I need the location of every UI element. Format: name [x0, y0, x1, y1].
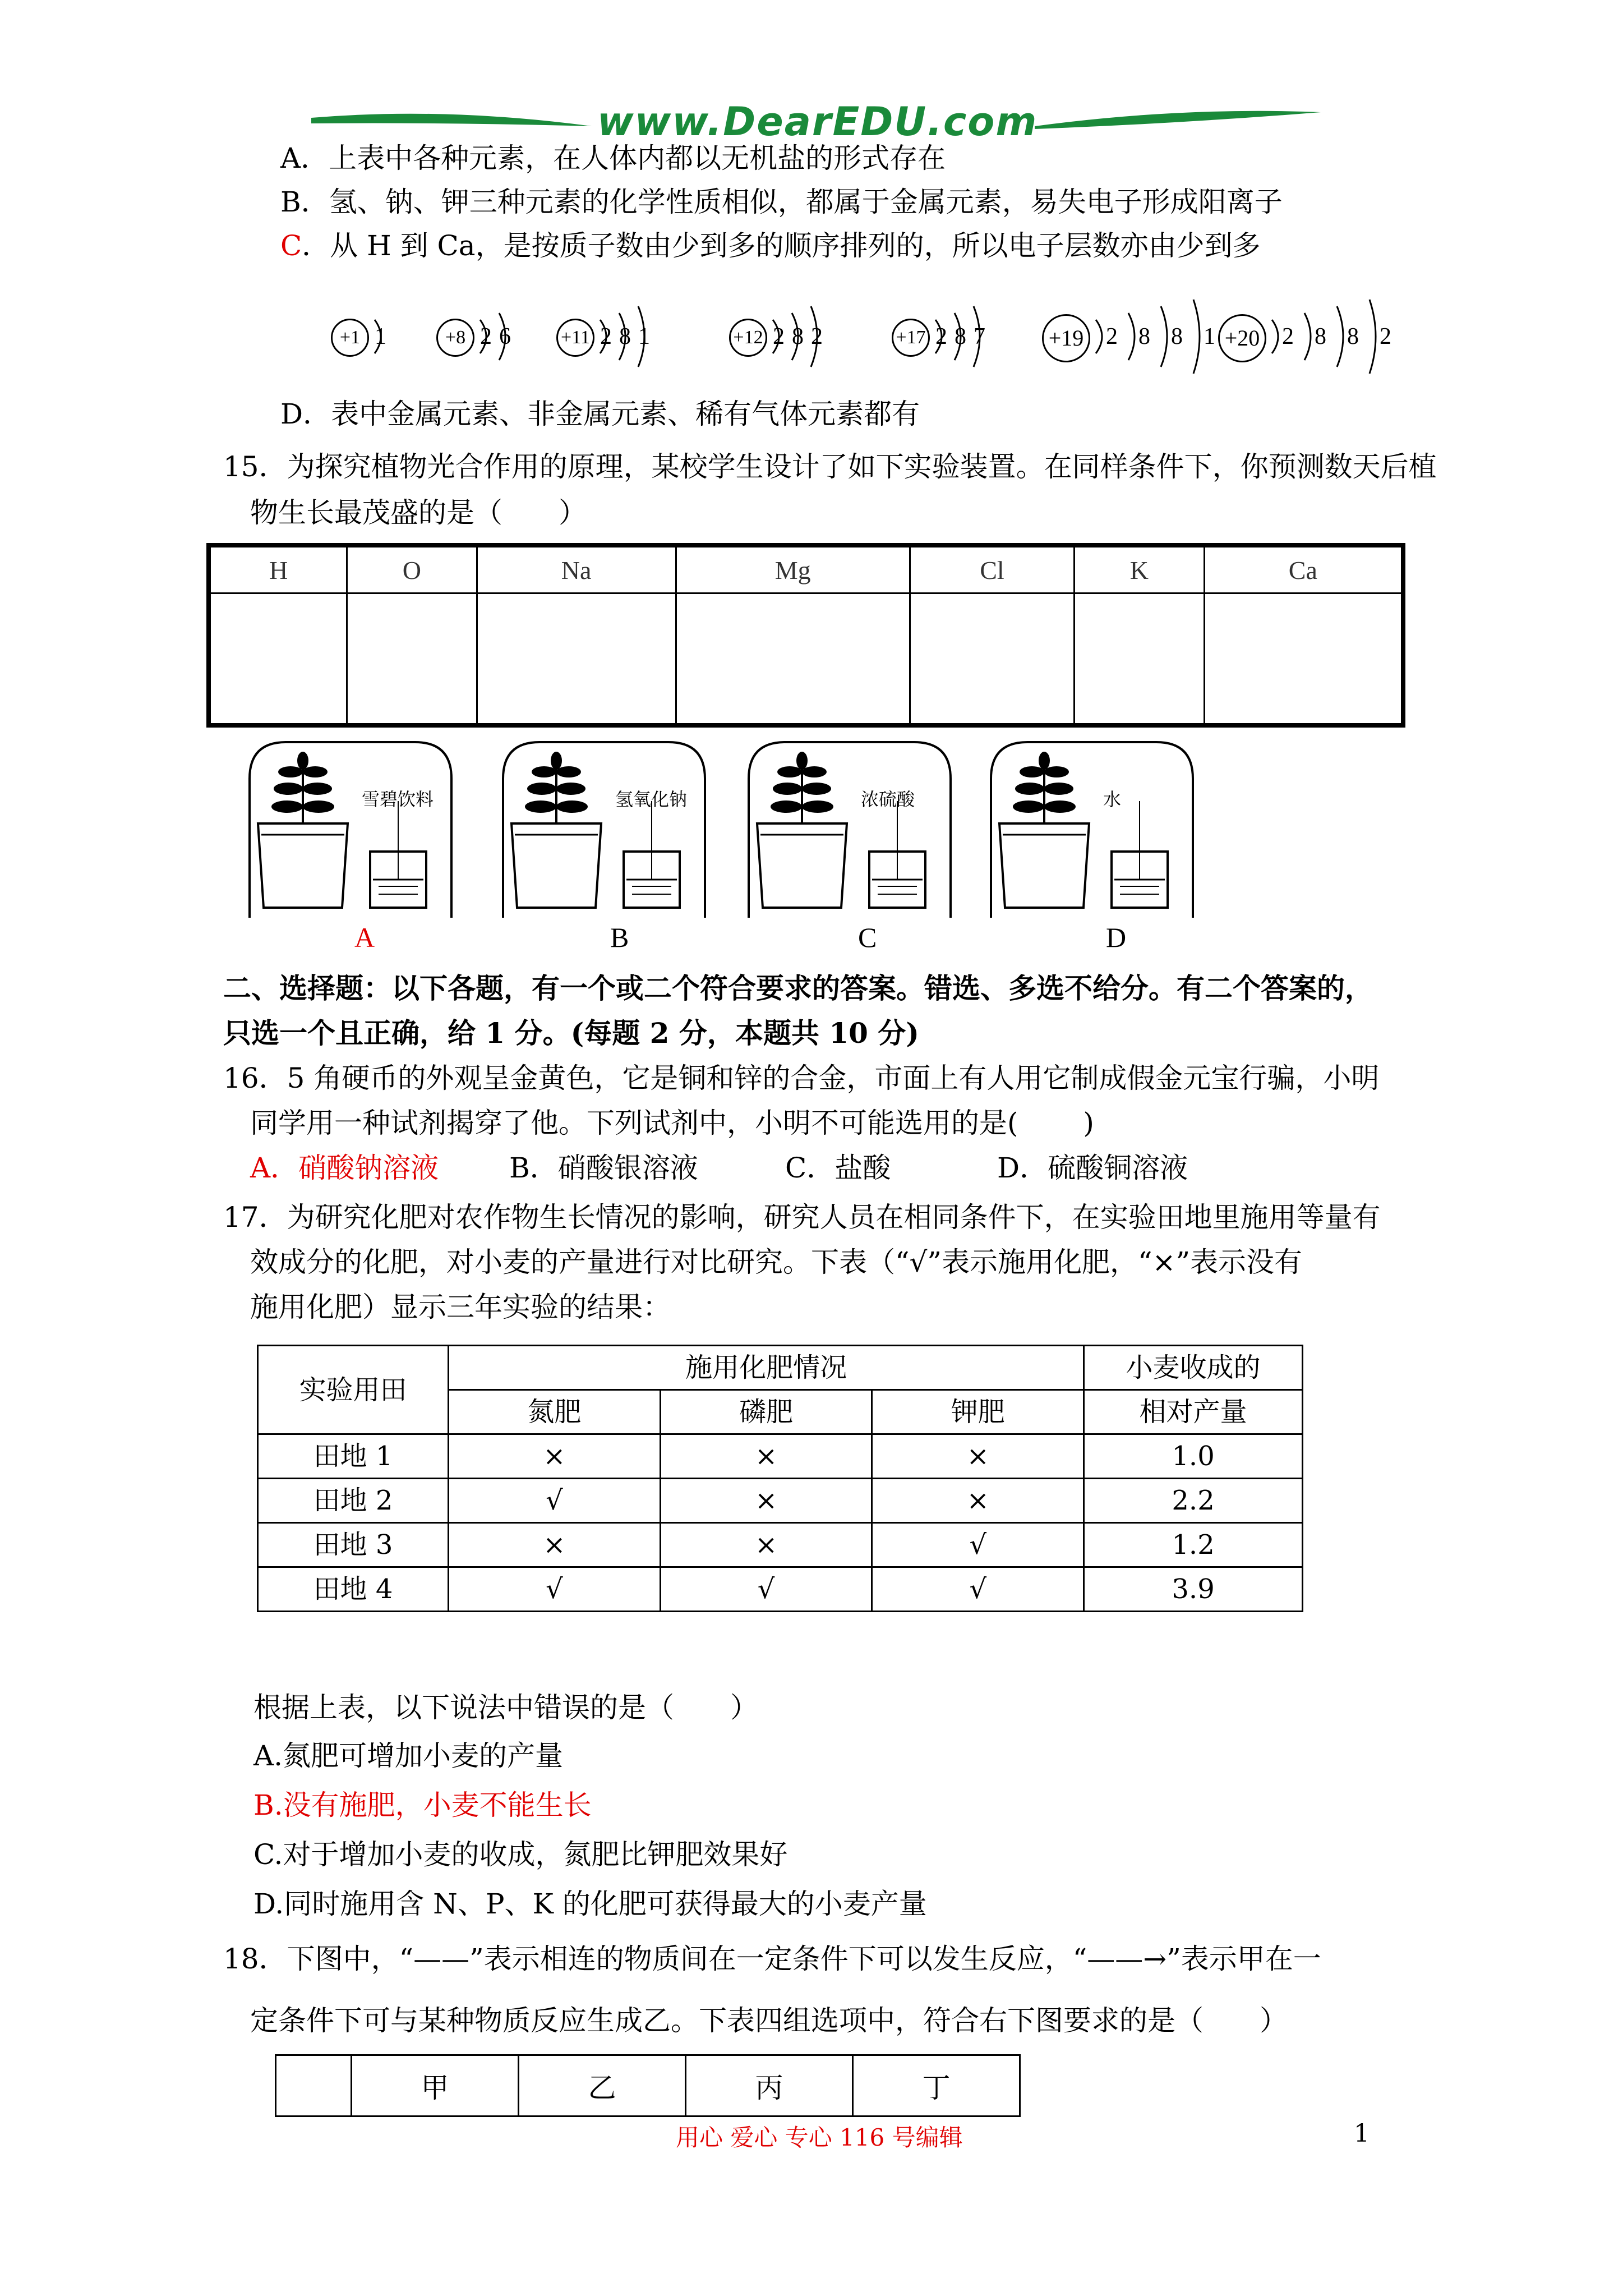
- empty-cell: [1075, 593, 1204, 726]
- electron-shell-arc: [974, 306, 980, 367]
- element-table-header-row: [209, 545, 1403, 593]
- bell-jar-apparatus-graphic: [746, 739, 953, 919]
- q17-stem-line1: 17．为研究化肥对农作物生长情况的影响，研究人员在相同条件下，在实验田地里施用等量有: [223, 1201, 1381, 1234]
- header-cell: [276, 2055, 352, 2116]
- liquid-label: 雪碧饮料: [362, 789, 434, 810]
- q17-stem-line3: 施用化肥）显示三年实验的结果：: [250, 1291, 671, 1323]
- empty-cell: [676, 593, 910, 726]
- electron-count: 8: [955, 324, 966, 349]
- experiment-setup: [247, 739, 454, 919]
- electron-shell-arc: [499, 313, 505, 360]
- setup-label-c: C: [858, 922, 877, 953]
- element-header: O: [347, 545, 477, 593]
- cell: 1.2: [1084, 1523, 1303, 1567]
- empty-cell: [347, 593, 477, 726]
- cell: √: [449, 1567, 661, 1612]
- header-cell: 丙: [686, 2055, 853, 2116]
- bell-jar-apparatus-graphic: [500, 739, 708, 919]
- table-row: [258, 1523, 1303, 1567]
- table-row: [258, 1479, 1303, 1523]
- element-header: Mg: [676, 545, 910, 593]
- section2-heading-line2: 只选一个且正确，给 1 分。(每题 2 分，本题共 10 分): [223, 1016, 919, 1050]
- q18-stem-line2: 定条件下可与某种物质反应生成乙。下表四组选项中，符合右下图要求的是（ ）: [250, 2004, 1288, 2037]
- electron-count: 2: [811, 324, 823, 349]
- electron-count: 1: [375, 324, 386, 349]
- setup-label-a: A: [354, 922, 375, 953]
- electron-shell-arc: [375, 320, 381, 353]
- liquid-label: 浓硫酸: [861, 789, 915, 810]
- electron-shell-arc: [1272, 320, 1278, 353]
- electron-count: 2: [1380, 324, 1391, 349]
- q18-stem-line1: 18．下图中，“——”表示相连的物质间在一定条件下可以发生反应，“——→”表示甲在一: [223, 1943, 1321, 1975]
- electron-shell-arc: [792, 313, 798, 360]
- electron-count: 8: [792, 324, 804, 349]
- q14-option-c: [280, 228, 1261, 264]
- header-field: 实验用田: [258, 1346, 449, 1434]
- electron-shell-arcs: [331, 303, 411, 370]
- electron-shell-arcs: [1218, 303, 1419, 370]
- header-cell: 甲: [352, 2055, 519, 2116]
- setup-label-b: B: [610, 922, 629, 953]
- cell: √: [449, 1479, 661, 1523]
- electron-shell-arc: [955, 313, 961, 360]
- site-logo-text: www.DearEDU.com: [597, 99, 1038, 145]
- q15-stem-line1: 15．为探究植物光合作用的原理，某校学生设计了如下实验装置。在同样条件下，你预测数天后植: [223, 450, 1437, 483]
- electron-shell-arcs: [556, 303, 674, 370]
- electron-count: 2: [600, 324, 612, 349]
- q16-stem-line2: 同学用一种试剂揭穿了他。下列试剂中，小明不可能选用的是( ): [250, 1107, 1094, 1139]
- element-header: H: [209, 545, 347, 593]
- q17-question: 根据上表，以下说法中错误的是（ ）: [253, 1691, 758, 1724]
- page-number: 1: [1354, 2119, 1370, 2148]
- element-header: Ca: [1204, 545, 1403, 593]
- cell: ×: [449, 1434, 661, 1479]
- electron-count: 8: [1315, 324, 1326, 349]
- electron-shell-arc: [773, 320, 779, 353]
- table-row: [258, 1567, 1303, 1612]
- element-table: [206, 543, 1405, 728]
- q14-answer-letter: C: [280, 229, 302, 262]
- atom-nucleus: +11: [556, 319, 594, 357]
- empty-cell: [477, 593, 676, 726]
- header-nitrogen: 氮肥: [449, 1390, 661, 1434]
- electron-count: 1: [638, 324, 650, 349]
- q17-option-a: A.氮肥可增加小麦的产量: [253, 1740, 564, 1772]
- liquid-label: 氢氧化钠: [615, 789, 688, 810]
- q17-option-c: C.对于增加小麦的收成，氮肥比钾肥效果好: [253, 1838, 788, 1871]
- cell: ×: [872, 1479, 1084, 1523]
- table-row: [258, 1434, 1303, 1479]
- electron-count: 8: [619, 324, 631, 349]
- electron-shell-arc: [1161, 306, 1167, 367]
- electron-shell-arcs: [892, 303, 1009, 370]
- electron-shell-arc: [480, 320, 486, 353]
- header-potassium: 钾肥: [872, 1390, 1084, 1434]
- electron-shell-arc: [619, 313, 625, 360]
- electron-shell-arc: [1370, 300, 1376, 374]
- electron-shell-arc: [1337, 306, 1343, 367]
- cell: 田地 4: [258, 1567, 449, 1612]
- electron-count: 8: [1171, 324, 1183, 349]
- element-header: Na: [477, 545, 676, 593]
- bell-jar-apparatus-graphic: [988, 739, 1196, 919]
- electron-shell-arcs: [729, 303, 847, 370]
- cell: 田地 2: [258, 1479, 449, 1523]
- electron-count: 2: [1106, 324, 1118, 349]
- electron-count: 7: [974, 324, 985, 349]
- element-header: K: [1075, 545, 1204, 593]
- electron-count: 2: [480, 324, 492, 349]
- cell: ×: [449, 1523, 661, 1567]
- electron-shell-arcs: [436, 303, 535, 370]
- q16-option-d: D．硫酸铜溶液: [997, 1152, 1188, 1184]
- electron-count: 2: [773, 324, 785, 349]
- atom-nucleus: +19: [1042, 314, 1090, 362]
- q16-stem-line1: 16．5 角硬币的外观呈金黄色，它是铜和锌的合金，市面上有人用它制成假金元宝行骗，小明: [223, 1062, 1380, 1094]
- electron-count: 8: [1347, 324, 1359, 349]
- cell: √: [660, 1567, 872, 1612]
- cell: √: [872, 1523, 1084, 1567]
- electron-count: 2: [935, 324, 947, 349]
- q14-option-a: A．上表中各种元素，在人体内都以无机盐的形式存在: [280, 142, 946, 174]
- electron-shell-arc: [811, 306, 817, 367]
- cell: 1.0: [1084, 1434, 1303, 1479]
- q16-option-b: B．硝酸银溶液: [509, 1152, 698, 1184]
- header-cell: 丁: [853, 2055, 1020, 2116]
- electron-shell-arcs: [1042, 303, 1243, 370]
- cell: ×: [660, 1479, 872, 1523]
- electron-count: 8: [1138, 324, 1150, 349]
- q14-option-b: B．氢、钠、钾三种元素的化学性质相似，都属于金属元素，易失电子形成阳离子: [280, 186, 1283, 218]
- cell: ×: [872, 1434, 1084, 1479]
- cell: 田地 1: [258, 1434, 449, 1479]
- fertilizer-results-table: [257, 1345, 1303, 1612]
- electron-count: 2: [1282, 324, 1294, 349]
- cell: ×: [660, 1434, 872, 1479]
- bell-jar-apparatus-graphic: [247, 739, 454, 919]
- atom-nucleus: +8: [436, 319, 474, 357]
- experiment-setup: [746, 739, 953, 919]
- element-header: Cl: [910, 545, 1074, 593]
- table-header-row: [276, 2055, 1020, 2116]
- footer-text: 用心 爱心 专心 116 号编辑: [676, 2124, 963, 2151]
- cell: 田地 3: [258, 1523, 449, 1567]
- electron-shell-arc: [1128, 313, 1135, 360]
- experiment-setup: [500, 739, 708, 919]
- element-table-empty-row: [209, 593, 1403, 726]
- atom-nucleus: +20: [1218, 314, 1266, 362]
- empty-cell: [209, 593, 347, 726]
- section2-heading-line1: 二、选择题：以下各题，有一个或二个符合要求的答案。错选、多选不给分。有二个答案的，: [223, 972, 1373, 1005]
- q16-option-c: C．盐酸: [785, 1152, 891, 1184]
- electron-shell-arc: [1096, 320, 1102, 353]
- setup-label-d: D: [1106, 922, 1127, 953]
- liquid-label: 水: [1103, 789, 1122, 810]
- q16-option-a: A．硝酸钠溶液: [250, 1152, 439, 1184]
- electron-count: 1: [1204, 324, 1215, 349]
- cell: √: [872, 1567, 1084, 1612]
- q15-stem-line2: 物生长最茂盛的是（ ）: [250, 496, 587, 529]
- q17-option-d: D.同时施用含 N、P、K 的化肥可获得最大的小麦产量: [253, 1888, 927, 1920]
- header-fertilizer: 施用化肥情况: [449, 1346, 1084, 1390]
- header-yield-line2: 相对产量: [1084, 1390, 1303, 1434]
- experiment-setup: [988, 739, 1196, 919]
- q17-stem-line2: 效成分的化肥，对小麦的产量进行对比研究。下表（“√”表示施用化肥，“×”表示没有: [250, 1246, 1302, 1278]
- empty-cell: [1204, 593, 1403, 726]
- electron-count: 6: [499, 324, 511, 349]
- q14-option-c-text: ．从 H 到 Ca，是按质子数由少到多的顺序排列的，所以电子层数亦由少到多: [302, 229, 1261, 262]
- atom-nucleus: +17: [892, 319, 930, 357]
- atom-nucleus: +12: [729, 319, 767, 357]
- table-header-row: [258, 1346, 1303, 1390]
- atom-nucleus: +1: [331, 319, 369, 357]
- electron-shell-arc: [1304, 313, 1311, 360]
- electron-shell-arc: [1193, 300, 1200, 374]
- cell: 3.9: [1084, 1567, 1303, 1612]
- q14-option-d: D．表中金属元素、非金属元素、稀有气体元素都有: [280, 398, 920, 430]
- cell: 2.2: [1084, 1479, 1303, 1523]
- cell: ×: [660, 1523, 872, 1567]
- header-phosphorus: 磷肥: [660, 1390, 872, 1434]
- header-cell: 乙: [519, 2055, 686, 2116]
- electron-shell-arc: [935, 320, 942, 353]
- electron-shell-arc: [600, 320, 606, 353]
- q17-option-b: B.没有施肥，小麦不能生长: [253, 1789, 592, 1821]
- reaction-options-table: [275, 2054, 1021, 2117]
- empty-cell: [910, 593, 1074, 726]
- electron-shell-arc: [638, 306, 644, 367]
- header-yield-line1: 小麦收成的: [1084, 1346, 1303, 1390]
